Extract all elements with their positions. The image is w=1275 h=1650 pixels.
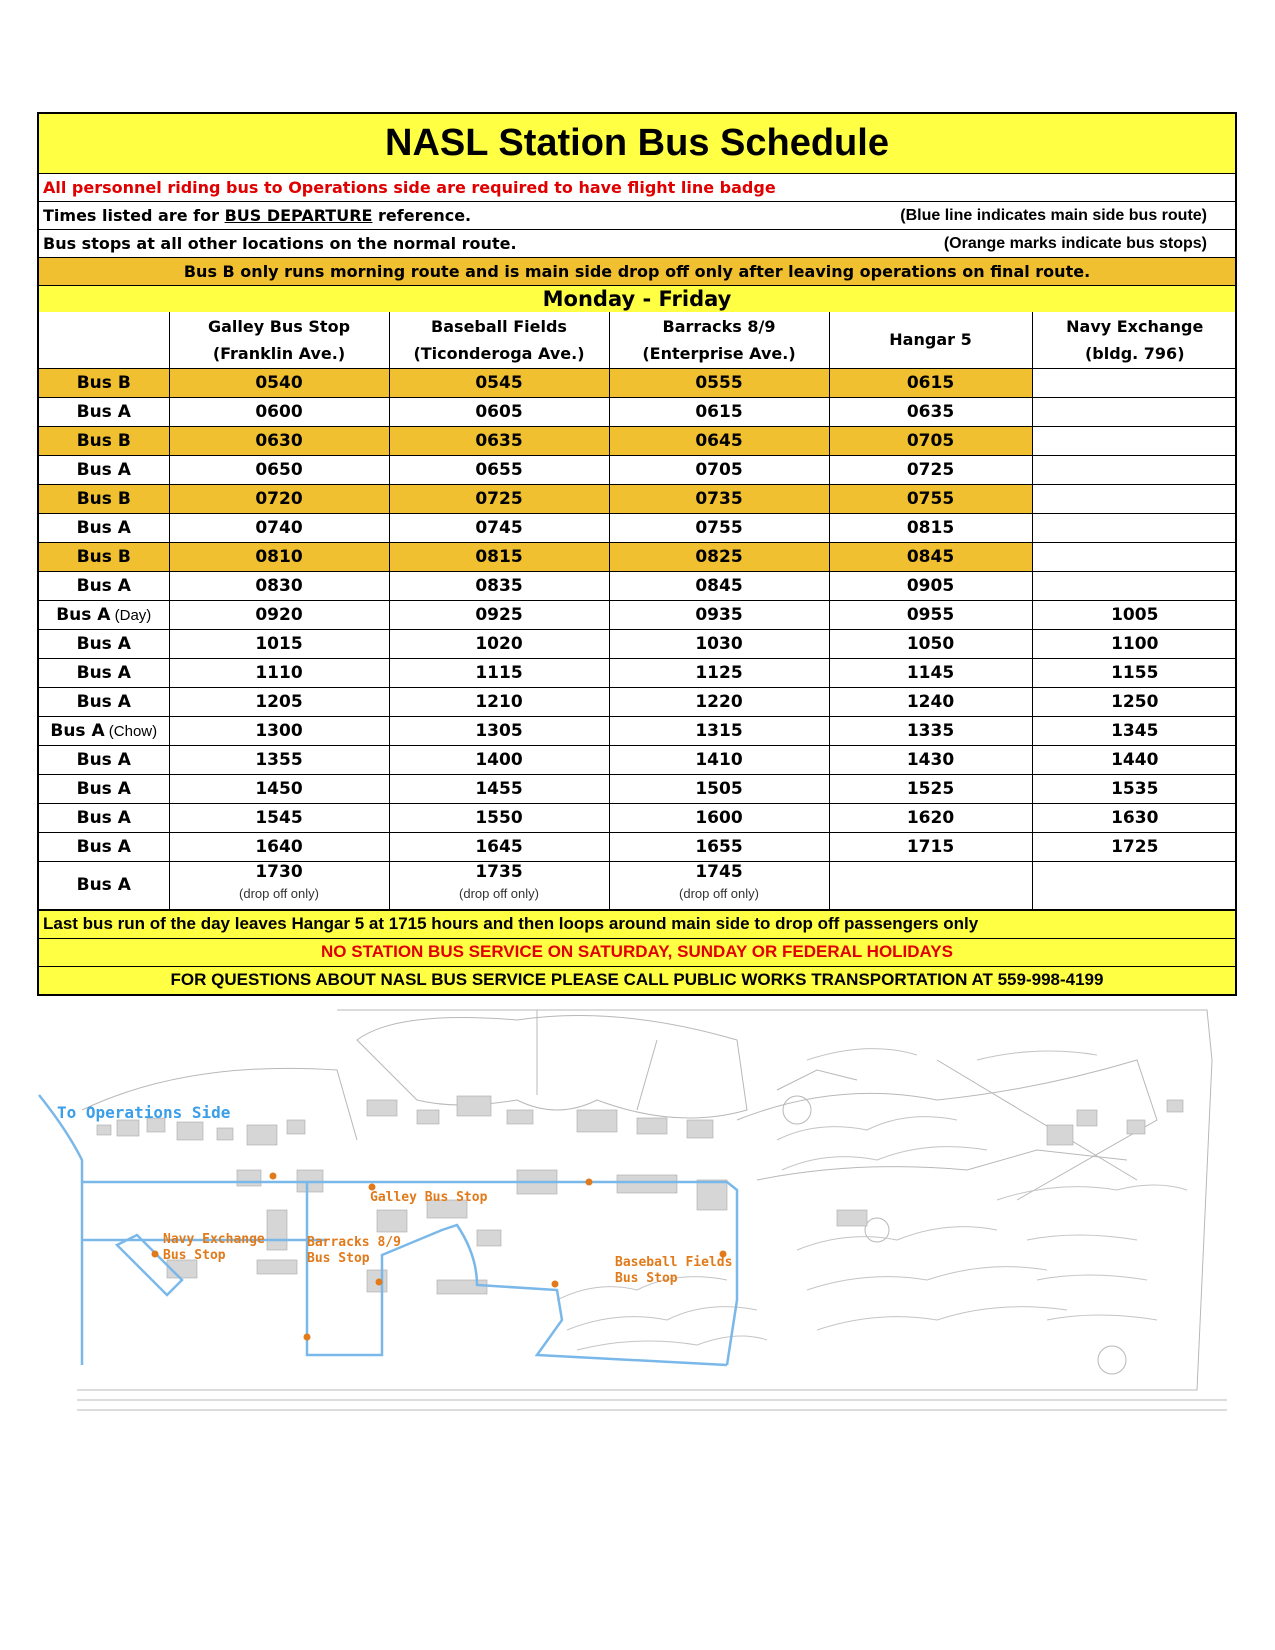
time-cell-galley: 1450 (169, 774, 389, 803)
time-cell-barracks: 1745 (drop off only) (609, 861, 829, 909)
last-run-note: Last bus run of the day leaves Hangar 5 at 1715 hours and then loops around main side to drop off passengers only (39, 910, 1235, 938)
bus-label: Bus A (39, 513, 169, 542)
table-row (39, 658, 1237, 687)
stops-note-row (39, 230, 1235, 258)
time-cell-baseball: 1735 (drop off only) (389, 861, 609, 909)
time-cell-navy-exchange (1032, 484, 1237, 513)
bus-label: Bus A (39, 774, 169, 803)
time-cell-navy-exchange: 1005 (1032, 600, 1237, 629)
time-cell-navy-exchange (1032, 397, 1237, 426)
time-cell-navy-exchange: 1535 (1032, 774, 1237, 803)
bus-label: Bus B (39, 368, 169, 397)
time-cell-barracks: 0615 (609, 397, 829, 426)
time-cell-barracks: 0825 (609, 542, 829, 571)
bus-label: Bus A (39, 571, 169, 600)
time-cell-galley: 1355 (169, 745, 389, 774)
bus-label: Bus A (39, 397, 169, 426)
table-row (39, 571, 1237, 600)
time-cell-barracks: 1600 (609, 803, 829, 832)
navy-exchange-stop-label: Navy Exchange Bus Stop (163, 1232, 265, 1263)
time-cell-galley: 0720 (169, 484, 389, 513)
bus-label: Bus A (39, 745, 169, 774)
route-map (37, 1000, 1237, 1420)
time-cell-baseball: 0835 (389, 571, 609, 600)
galley-stop-label: Galley Bus Stop (370, 1190, 488, 1205)
questions-contact: FOR QUESTIONS ABOUT NASL BUS SERVICE PLEASE CALL PUBLIC WORKS TRANSPORTATION AT 559-998-4199 (39, 966, 1235, 994)
departure-note: Times listed are for BUS DEPARTURE reference. (43, 206, 472, 225)
page-title: NASL Station Bus Schedule (39, 114, 1235, 174)
bus-schedule (37, 112, 1237, 996)
time-cell-hangar: 1430 (829, 745, 1032, 774)
time-cell-barracks: 1125 (609, 658, 829, 687)
time-cell-galley: 1205 (169, 687, 389, 716)
table-row (39, 513, 1237, 542)
table-row (39, 745, 1237, 774)
header-baseball: Baseball Fields (Ticonderoga Ave.) (389, 312, 609, 368)
table-row (39, 600, 1237, 629)
time-cell-hangar: 0635 (829, 397, 1032, 426)
time-cell-hangar: 0615 (829, 368, 1032, 397)
time-cell-barracks: 0735 (609, 484, 829, 513)
time-cell-navy-exchange (1032, 368, 1237, 397)
header-blank (39, 312, 169, 368)
time-cell-baseball: 0655 (389, 455, 609, 484)
table-row (39, 484, 1237, 513)
time-cell-hangar: 1715 (829, 832, 1032, 861)
time-cell-hangar: 0725 (829, 455, 1032, 484)
table-row (39, 542, 1237, 571)
time-cell-barracks: 0935 (609, 600, 829, 629)
departure-note-row (39, 202, 1235, 230)
time-cell-baseball: 1645 (389, 832, 609, 861)
drop-off-note: (drop off only) (679, 885, 759, 901)
stops-note: Bus stops at all other locations on the normal route. (43, 234, 517, 253)
time-cell-baseball: 0635 (389, 426, 609, 455)
time-cell-galley: 0830 (169, 571, 389, 600)
header-galley: Galley Bus Stop (Franklin Ave.) (169, 312, 389, 368)
time-cell-hangar: 1050 (829, 629, 1032, 658)
time-cell-baseball: 1550 (389, 803, 609, 832)
time-cell-navy-exchange (1032, 426, 1237, 455)
badge-requirement-notice: All personnel riding bus to Operations side are required to have flight line badge (39, 174, 1235, 202)
time-cell-hangar: 0845 (829, 542, 1032, 571)
time-cell-galley: 0740 (169, 513, 389, 542)
base-map-drawing (37, 1000, 1237, 1420)
table-row (39, 803, 1237, 832)
bus-label: Bus A (39, 803, 169, 832)
table-row (39, 716, 1237, 745)
time-cell-hangar: 0815 (829, 513, 1032, 542)
blue-line-legend: (Blue line indicates main side bus route) (900, 206, 1207, 224)
time-cell-galley: 0600 (169, 397, 389, 426)
time-cell-galley: 0920 (169, 600, 389, 629)
time-cell-barracks: 0555 (609, 368, 829, 397)
time-cell-navy-exchange: 1155 (1032, 658, 1237, 687)
bus-label: Bus A (39, 687, 169, 716)
time-cell-navy-exchange (1032, 571, 1237, 600)
time-cell-hangar: 0705 (829, 426, 1032, 455)
orange-marks-legend: (Orange marks indicate bus stops) (943, 234, 1207, 252)
time-cell-baseball: 0745 (389, 513, 609, 542)
time-cell-baseball: 1210 (389, 687, 609, 716)
drop-off-note: (drop off only) (239, 885, 319, 901)
time-cell-baseball: 1305 (389, 716, 609, 745)
time-cell-barracks: 1410 (609, 745, 829, 774)
bus-label: Bus A (39, 658, 169, 687)
time-cell-hangar: 1525 (829, 774, 1032, 803)
table-row (39, 455, 1237, 484)
bus-qualifier: (Chow) (104, 722, 158, 740)
bus-b-note: Bus B only runs morning route and is main side drop off only after leaving operations on final route. (39, 258, 1235, 286)
time-cell-baseball: 0725 (389, 484, 609, 513)
time-cell-galley: 1640 (169, 832, 389, 861)
schedule-table (39, 312, 1237, 910)
table-row (39, 832, 1237, 861)
header-navy-exchange: Navy Exchange (bldg. 796) (1032, 312, 1237, 368)
time-cell-baseball: 0605 (389, 397, 609, 426)
time-cell-navy-exchange (1032, 861, 1237, 909)
bus-label: Bus A (39, 629, 169, 658)
bus-label: Bus B (39, 484, 169, 513)
baseball-stop-label: Baseball Fields Bus Stop (615, 1255, 733, 1286)
days-heading: Monday - Friday (39, 286, 1235, 312)
time-cell-hangar: 0955 (829, 600, 1032, 629)
bus-qualifier: (Day) (110, 606, 152, 624)
time-cell-navy-exchange: 1345 (1032, 716, 1237, 745)
time-cell-navy-exchange (1032, 513, 1237, 542)
time-cell-barracks: 0705 (609, 455, 829, 484)
table-row (39, 368, 1237, 397)
time-cell-hangar: 0905 (829, 571, 1032, 600)
departure-emphasis: BUS DEPARTURE (224, 206, 373, 225)
drop-off-note: (drop off only) (459, 885, 539, 901)
time-cell-galley: 1110 (169, 658, 389, 687)
bus-label: Bus A (Chow) (39, 716, 169, 745)
bus-label: Bus B (39, 542, 169, 571)
time-cell-navy-exchange: 1630 (1032, 803, 1237, 832)
time-cell-galley: 1730 (drop off only) (169, 861, 389, 909)
time-cell-hangar: 1620 (829, 803, 1032, 832)
time-cell-barracks: 0645 (609, 426, 829, 455)
time-cell-barracks: 1655 (609, 832, 829, 861)
time-cell-baseball: 0815 (389, 542, 609, 571)
time-cell-hangar: 1335 (829, 716, 1032, 745)
time-cell-navy-exchange (1032, 455, 1237, 484)
table-header-row (39, 312, 1237, 368)
time-cell-baseball: 0545 (389, 368, 609, 397)
bus-label: Bus B (39, 426, 169, 455)
table-row (39, 629, 1237, 658)
no-service-notice: NO STATION BUS SERVICE ON SATURDAY, SUNDAY OR FEDERAL HOLIDAYS (39, 938, 1235, 966)
time-cell-galley: 0650 (169, 455, 389, 484)
time-cell-baseball: 1455 (389, 774, 609, 803)
bus-label: Bus A (39, 455, 169, 484)
time-cell-hangar (829, 861, 1032, 909)
time-cell-barracks: 0755 (609, 513, 829, 542)
time-cell-galley: 1545 (169, 803, 389, 832)
time-cell-barracks: 1220 (609, 687, 829, 716)
time-cell-baseball: 1115 (389, 658, 609, 687)
time-cell-baseball: 1400 (389, 745, 609, 774)
time-cell-galley: 0540 (169, 368, 389, 397)
table-row (39, 774, 1237, 803)
time-cell-galley: 1015 (169, 629, 389, 658)
bus-label: Bus A (39, 832, 169, 861)
time-cell-barracks: 1315 (609, 716, 829, 745)
time-cell-galley: 1300 (169, 716, 389, 745)
table-row (39, 426, 1237, 455)
bus-label: Bus A (39, 861, 169, 909)
header-barracks: Barracks 8/9 (Enterprise Ave.) (609, 312, 829, 368)
time-cell-hangar: 1240 (829, 687, 1032, 716)
time-cell-hangar: 1145 (829, 658, 1032, 687)
table-row (39, 687, 1237, 716)
header-hangar: Hangar 5 (829, 312, 1032, 368)
operations-side-label: To Operations Side (57, 1103, 231, 1122)
time-cell-navy-exchange: 1100 (1032, 629, 1237, 658)
time-cell-barracks: 0845 (609, 571, 829, 600)
time-cell-navy-exchange: 1725 (1032, 832, 1237, 861)
table-row (39, 397, 1237, 426)
table-row (39, 861, 1237, 909)
time-cell-barracks: 1030 (609, 629, 829, 658)
time-cell-galley: 0810 (169, 542, 389, 571)
barracks-stop-label: Barracks 8/9 Bus Stop (307, 1235, 401, 1266)
time-cell-navy-exchange: 1440 (1032, 745, 1237, 774)
time-cell-baseball: 1020 (389, 629, 609, 658)
bus-label: Bus A (Day) (39, 600, 169, 629)
time-cell-galley: 0630 (169, 426, 389, 455)
time-cell-navy-exchange: 1250 (1032, 687, 1237, 716)
time-cell-baseball: 0925 (389, 600, 609, 629)
time-cell-navy-exchange (1032, 542, 1237, 571)
time-cell-barracks: 1505 (609, 774, 829, 803)
time-cell-hangar: 0755 (829, 484, 1032, 513)
